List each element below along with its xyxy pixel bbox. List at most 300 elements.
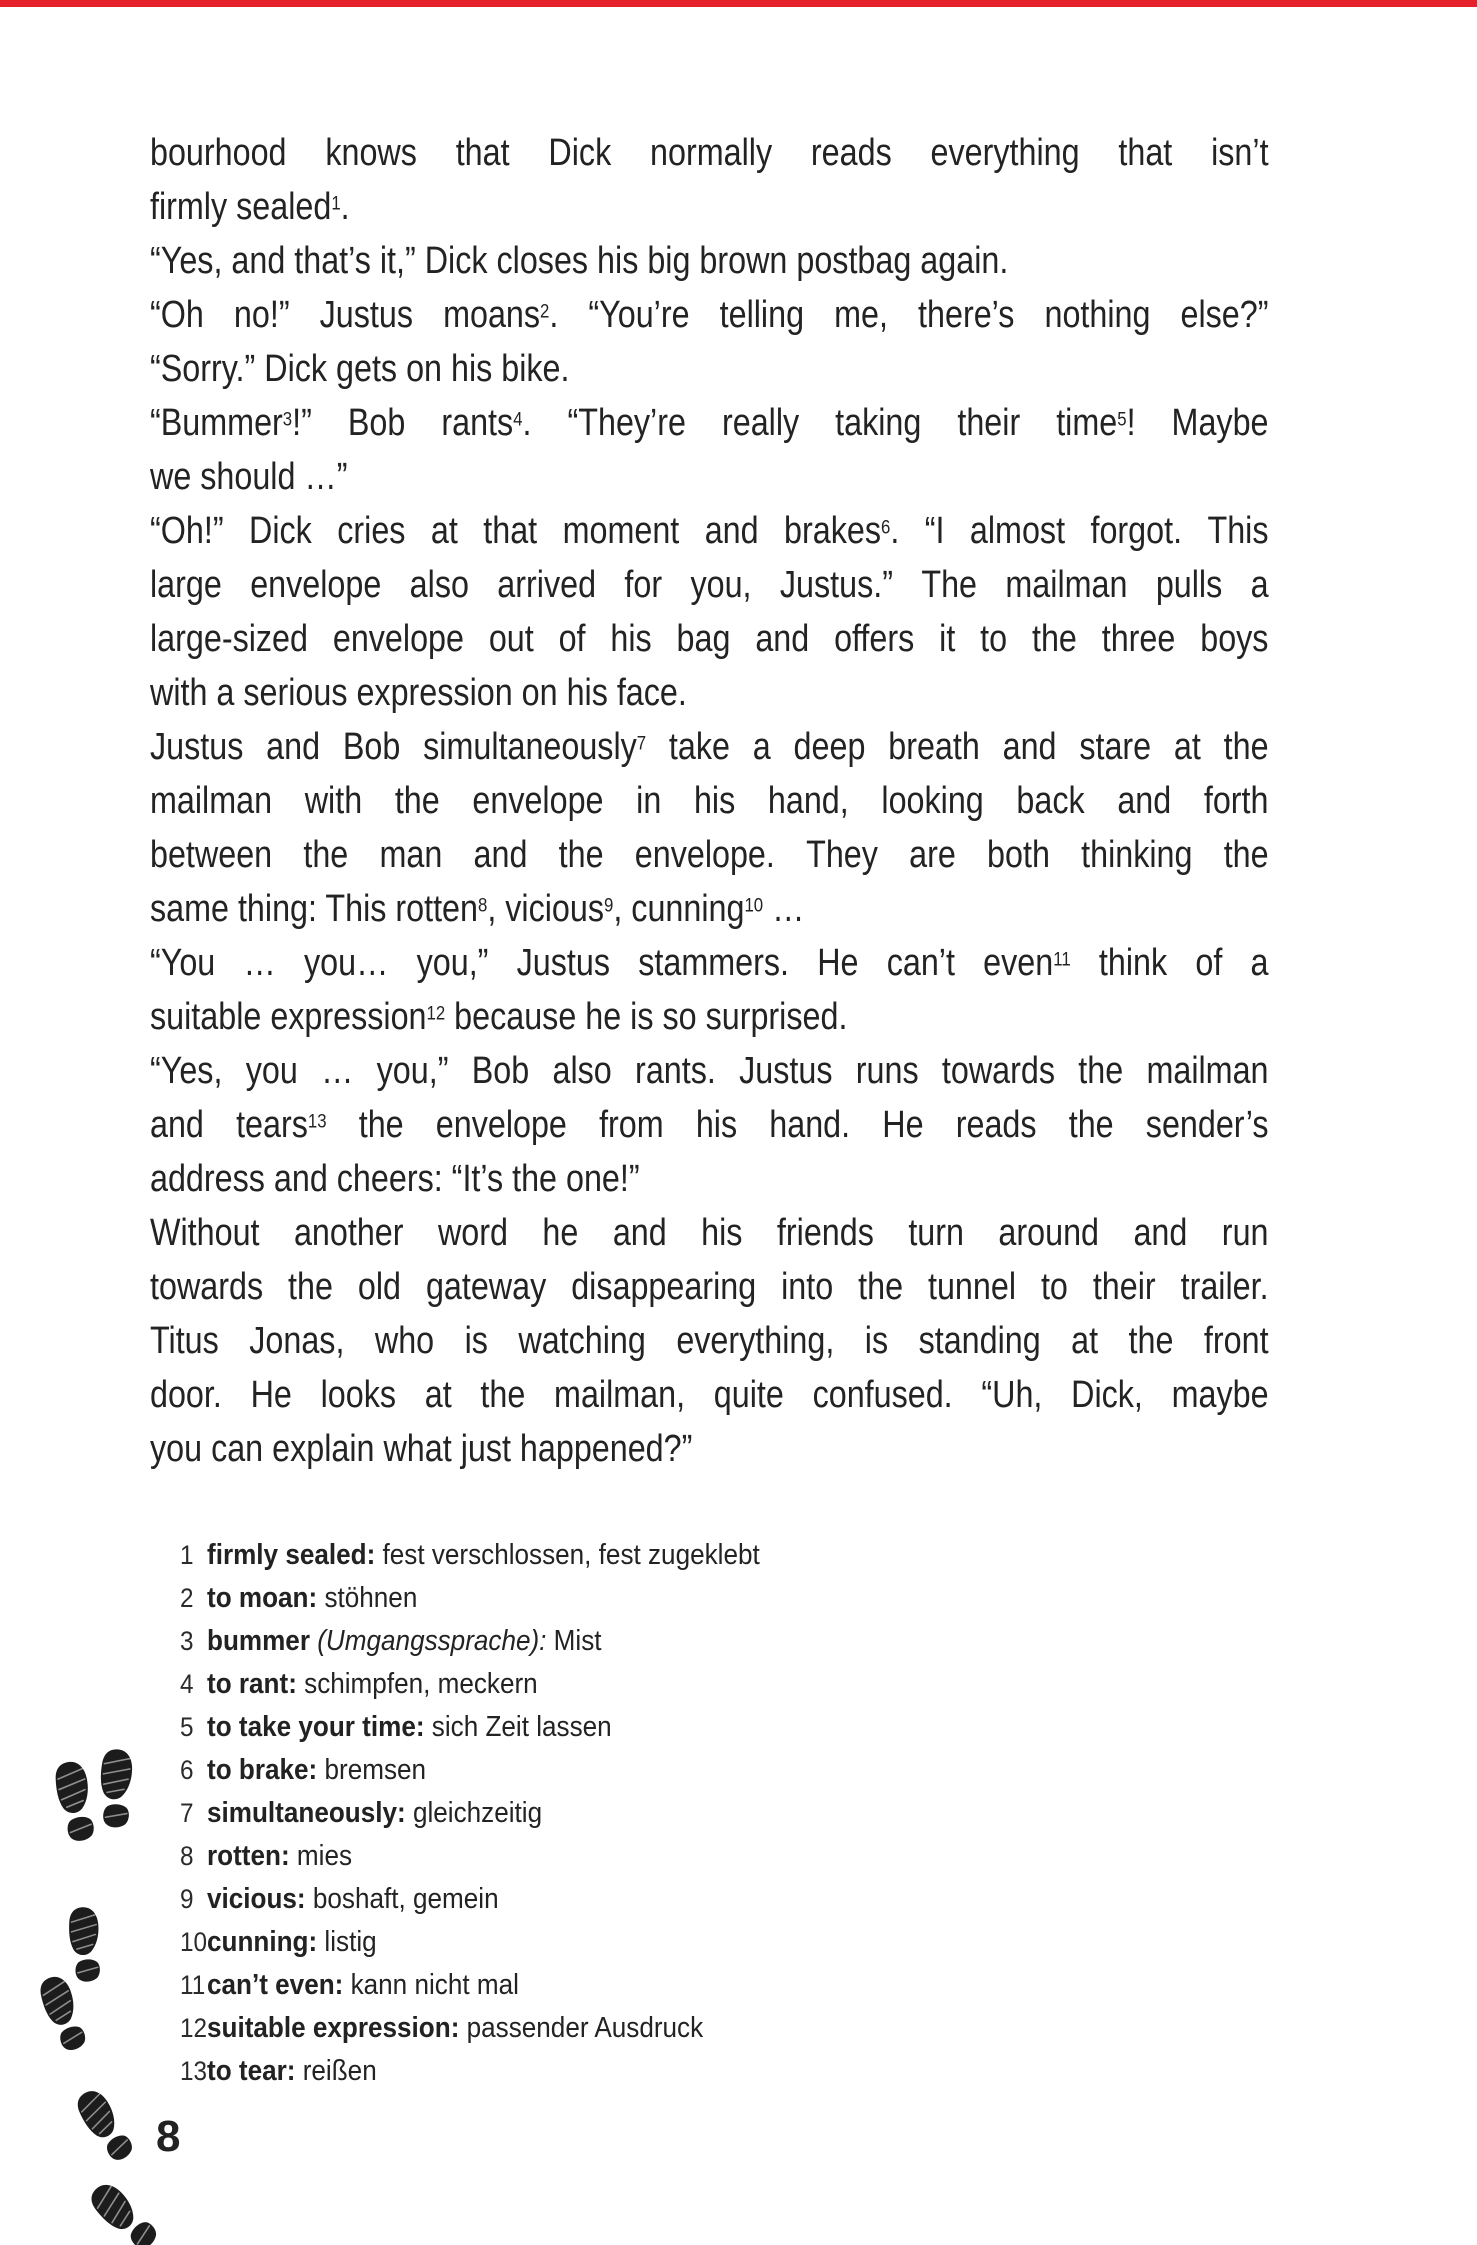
word: man	[379, 834, 443, 876]
word: …”	[304, 456, 348, 498]
word: who	[374, 1320, 435, 1362]
footnote-row	[180, 1577, 1260, 1620]
word: we	[150, 456, 192, 498]
footnote-number: 3	[180, 1626, 194, 1656]
word: you,”	[416, 942, 489, 984]
word: normally	[650, 132, 773, 174]
word: door.	[150, 1374, 222, 1416]
word: time$^5$!	[1056, 402, 1136, 444]
word: you	[150, 1428, 203, 1470]
body-line	[150, 1152, 1269, 1206]
word: disappearing	[571, 1266, 757, 1308]
word: This	[325, 888, 387, 930]
word: the	[1223, 834, 1269, 876]
word: knows	[325, 132, 417, 174]
word: that	[483, 510, 538, 552]
word: “Oh!”	[150, 510, 224, 552]
footnote-reference: 13	[307, 1110, 327, 1133]
word: their	[957, 402, 1021, 444]
word: “It’s	[451, 1158, 504, 1200]
body-line	[150, 342, 1269, 396]
footnote-definition: reißen	[302, 2055, 377, 2087]
word: looks	[320, 1374, 397, 1416]
story-text	[150, 126, 1269, 1476]
footnote-reference: 3	[282, 408, 293, 431]
word: cunning$^{10}$	[631, 888, 764, 930]
word: and	[231, 240, 286, 282]
word: expression$^{12}$	[270, 996, 446, 1038]
footprint-icon	[78, 2171, 170, 2245]
word: Justus	[319, 294, 414, 336]
body-line	[150, 774, 1269, 828]
word: mailman,	[554, 1374, 686, 1416]
word: the	[558, 834, 604, 876]
word: at	[430, 510, 458, 552]
word: Bob	[342, 726, 401, 768]
word: the	[358, 1104, 404, 1146]
footnote-reference: 6	[880, 516, 891, 539]
word: address	[150, 1158, 265, 1200]
word: hand.	[769, 1104, 851, 1146]
footnote-term: to moan:	[207, 1582, 318, 1614]
word: old	[357, 1266, 402, 1308]
word: mailman	[1005, 564, 1128, 606]
word: large	[150, 564, 222, 606]
word: everything	[930, 132, 1080, 174]
word: gets	[336, 348, 398, 390]
word: at	[424, 1374, 452, 1416]
word: his	[610, 618, 652, 660]
word: simultaneously$^7$	[423, 726, 647, 768]
word: the	[1031, 618, 1077, 660]
footnote-number: 9	[180, 1884, 194, 1914]
word: bourhood	[150, 132, 287, 174]
body-line	[150, 1314, 1269, 1368]
word: stare	[1079, 726, 1152, 768]
vocabulary-footnotes	[180, 1534, 1260, 2093]
body-line	[150, 234, 1269, 288]
word: closes	[496, 240, 589, 282]
word: bike.	[501, 348, 570, 390]
word: you	[245, 1050, 298, 1092]
word: around	[998, 1212, 1100, 1254]
word: boys	[1200, 618, 1269, 660]
word: “Yes,	[150, 240, 223, 282]
word: is	[630, 996, 654, 1038]
footnote-row	[180, 1792, 1260, 1835]
word: front	[1203, 1320, 1269, 1362]
footnote-number: 10	[180, 1927, 208, 1957]
footnote-definition: gleichzeitig	[412, 1797, 543, 1829]
footnote-term: firmly sealed:	[207, 1539, 376, 1571]
word: else?”	[1180, 294, 1269, 336]
page-number: 8	[156, 2112, 181, 2161]
word: Titus	[150, 1320, 219, 1362]
footnote-term: bummer	[207, 1625, 310, 1657]
body-line	[150, 936, 1269, 990]
footnote-term: vicious:	[207, 1883, 306, 1915]
body-line	[150, 396, 1269, 450]
footnote-reference: 2	[540, 300, 550, 323]
word: run	[1221, 1212, 1269, 1254]
word: isn’t	[1211, 132, 1269, 174]
word: vicious$^9$,	[505, 888, 623, 930]
word: happened?”	[519, 1428, 693, 1470]
body-line	[150, 1422, 1269, 1476]
footnote-definition: boshaft, gemein	[312, 1883, 499, 1915]
word: “You’re	[588, 294, 690, 336]
footnote-row	[180, 1835, 1260, 1878]
footnote-definition: bremsen	[324, 1754, 427, 1786]
word: sender’s	[1145, 1104, 1269, 1146]
word: the	[858, 1266, 904, 1308]
word: you…	[304, 942, 389, 984]
footnote-term: suitable expression:	[207, 2012, 460, 2044]
word: Justus	[739, 1050, 833, 1092]
footnote-reference: 1	[331, 192, 341, 215]
word: explain	[272, 1428, 375, 1470]
word: his	[693, 780, 736, 822]
word: it	[939, 618, 956, 660]
footnote-reference: 5	[1117, 408, 1127, 431]
footnote-reference: 11	[1053, 948, 1071, 971]
word: rants$^4$.	[441, 402, 532, 444]
word: really	[721, 402, 800, 444]
word: stammers.	[638, 942, 789, 984]
word: firmly	[150, 186, 228, 228]
word: back	[1016, 780, 1085, 822]
footnote-number: 12	[180, 2013, 208, 2043]
word: both	[987, 834, 1050, 876]
word: sealed$^1$.	[236, 186, 350, 228]
word: that’s	[294, 240, 371, 282]
word: his	[566, 672, 608, 714]
body-line	[150, 1044, 1269, 1098]
footprint-icon	[64, 2080, 145, 2172]
footnote-number: 4	[180, 1669, 194, 1699]
word: and	[266, 726, 321, 768]
word: Dick,	[1071, 1374, 1143, 1416]
word: the	[1128, 1320, 1174, 1362]
word: pulls	[1155, 564, 1223, 606]
word: between	[150, 834, 273, 876]
word: should	[200, 456, 296, 498]
word: think	[1098, 942, 1168, 984]
word: from	[599, 1104, 664, 1146]
word: He	[817, 942, 859, 984]
word: also	[409, 564, 469, 606]
word: “You	[150, 942, 216, 984]
word: again.	[920, 240, 1009, 282]
footnote-term: to brake:	[207, 1754, 318, 1786]
word: his	[597, 240, 639, 282]
word: you,”	[376, 1050, 449, 1092]
word: envelope.	[634, 834, 775, 876]
footnote-term: simultaneously:	[207, 1797, 406, 1829]
word: and	[1117, 780, 1172, 822]
body-line	[150, 1098, 1269, 1152]
word: The	[921, 564, 978, 606]
footnote-number: 5	[180, 1712, 194, 1742]
footnote-definition: fest verschlossen, fest zugeklebt	[382, 1539, 760, 1571]
footnote-number: 1	[180, 1540, 194, 1570]
word: the	[288, 1266, 333, 1308]
body-line	[150, 666, 1269, 720]
word: envelope	[332, 618, 464, 660]
word: runs	[855, 1050, 919, 1092]
word: and	[150, 1104, 204, 1146]
word: brakes$^6$.	[784, 510, 900, 552]
body-line	[150, 1206, 1269, 1260]
word: one!”	[565, 1158, 640, 1200]
word: This	[1207, 510, 1269, 552]
footnote-term: cunning:	[207, 1926, 318, 1958]
word: you,	[690, 564, 752, 606]
word: are	[909, 834, 956, 876]
word: no!”	[233, 294, 290, 336]
word: offers	[834, 618, 915, 660]
footnote-row	[180, 1921, 1260, 1964]
word: the	[1068, 1104, 1114, 1146]
body-line	[150, 126, 1269, 180]
word: their	[1092, 1266, 1156, 1308]
word: the	[394, 780, 440, 822]
word: taking	[835, 402, 922, 444]
word: …	[321, 1050, 354, 1092]
word: breath	[888, 726, 980, 768]
word: same	[150, 888, 229, 930]
word: tears$^{13}$	[236, 1104, 327, 1146]
footnote-term: can’t even:	[207, 1969, 344, 2001]
word: almost	[969, 510, 1066, 552]
word: quite	[713, 1374, 784, 1416]
word: Bob	[471, 1050, 530, 1092]
word: a	[1250, 564, 1269, 606]
footnote-definition: listig	[324, 1926, 377, 1958]
word: take	[668, 726, 730, 768]
footnote-definition: passender Ausdruck	[466, 2012, 704, 2044]
body-line	[150, 288, 1269, 342]
word: the	[303, 834, 349, 876]
word: mailman	[150, 780, 273, 822]
word: envelope	[472, 780, 604, 822]
word: and	[473, 834, 528, 876]
word: towards	[941, 1050, 1055, 1092]
word: and	[273, 1158, 328, 1200]
word: suitable	[150, 996, 262, 1038]
word: watching	[518, 1320, 646, 1362]
word: Jonas,	[249, 1320, 345, 1362]
word: forth	[1203, 780, 1269, 822]
word: serious	[243, 672, 348, 714]
word: the	[1078, 1050, 1124, 1092]
word: cries	[337, 510, 406, 552]
word: and	[1133, 1212, 1188, 1254]
word: expression	[356, 672, 513, 714]
word: there’s	[918, 294, 1015, 336]
word: turn	[908, 1212, 964, 1254]
word: on	[521, 672, 558, 714]
word: his	[701, 1212, 743, 1254]
word: a	[752, 726, 771, 768]
word: large-sized	[150, 618, 308, 660]
footnote-number: 7	[180, 1798, 194, 1828]
word: thinking	[1081, 834, 1193, 876]
word: moment	[562, 510, 680, 552]
word: Without	[150, 1212, 260, 1254]
word: surprised.	[705, 996, 848, 1038]
footnote-row	[180, 2007, 1260, 2050]
word: Dick	[264, 348, 328, 390]
word: reads	[810, 132, 892, 174]
word: telling	[719, 294, 805, 336]
word: because	[454, 996, 577, 1038]
word: He	[250, 1374, 292, 1416]
word: can’t	[886, 942, 955, 984]
word: of	[558, 618, 586, 660]
body-line	[150, 504, 1269, 558]
body-line	[150, 180, 1269, 234]
body-line	[150, 882, 1269, 936]
word: reads	[955, 1104, 1037, 1146]
footnote-number: 8	[180, 1841, 194, 1871]
word: is	[864, 1320, 889, 1362]
word: to	[1040, 1266, 1068, 1308]
word: also	[552, 1050, 612, 1092]
word: envelope	[250, 564, 382, 606]
footnote-term: to rant:	[207, 1668, 297, 1700]
word: cheers:	[336, 1158, 443, 1200]
footnote-definition: Mist	[553, 1625, 602, 1657]
word: for	[624, 564, 663, 606]
body-line	[150, 1368, 1269, 1422]
word: hand,	[767, 780, 849, 822]
word: a	[216, 672, 235, 714]
word: in	[636, 780, 662, 822]
word: “They’re	[567, 402, 686, 444]
footnote-row	[180, 1749, 1260, 1792]
word: a	[1250, 942, 1269, 984]
word: “I	[924, 510, 945, 552]
word: on	[406, 348, 443, 390]
body-line	[150, 612, 1269, 666]
word: that	[455, 132, 510, 174]
word: me,	[834, 294, 888, 336]
word: that	[1118, 132, 1173, 174]
body-line	[150, 558, 1269, 612]
word: everything,	[676, 1320, 835, 1362]
body-line	[150, 720, 1269, 774]
footnote-row	[180, 1534, 1260, 1577]
word: and	[612, 1212, 667, 1254]
footnote-reference: 4	[513, 408, 523, 431]
word: he	[542, 1212, 579, 1254]
footnote-row	[180, 2050, 1260, 2093]
body-line	[150, 828, 1269, 882]
word: friends	[776, 1212, 874, 1254]
word: another	[293, 1212, 404, 1254]
footnote-definition: stöhnen	[324, 1582, 418, 1614]
word: can	[211, 1428, 264, 1470]
footnote-definition: schimpfen, meckern	[304, 1668, 538, 1700]
word: tunnel	[927, 1266, 1017, 1308]
word: Dick	[249, 510, 312, 552]
footnote-row	[180, 1964, 1260, 2007]
word: standing	[918, 1320, 1041, 1362]
word: with	[304, 780, 363, 822]
word: forgot.	[1090, 510, 1183, 552]
word: and	[704, 510, 759, 552]
word: “Uh,	[981, 1374, 1043, 1416]
word: arrived	[497, 564, 597, 606]
word: moans$^2$.	[443, 294, 559, 336]
footnote-definition: kann nicht mal	[350, 1969, 519, 2001]
word: “Yes,	[150, 1050, 223, 1092]
footnote-row	[180, 1620, 1260, 1663]
word: brown	[699, 240, 788, 282]
word: …	[772, 888, 805, 930]
footnote-usage-note: (Umgangssprache):	[317, 1625, 547, 1657]
word: towards	[150, 1266, 264, 1308]
word: gateway	[425, 1266, 547, 1308]
word: with	[150, 672, 208, 714]
word: it,”	[379, 240, 416, 282]
word: Dick	[424, 240, 488, 282]
word: out	[488, 618, 534, 660]
word: rants.	[635, 1050, 716, 1092]
word: …	[243, 942, 276, 984]
word: bag	[676, 618, 731, 660]
body-line	[150, 1260, 1269, 1314]
footnote-row	[180, 1878, 1260, 1921]
word: nothing	[1044, 294, 1151, 336]
word: he	[585, 996, 622, 1038]
word: thing:	[237, 888, 317, 930]
word: big	[647, 240, 691, 282]
word: “Sorry.”	[150, 348, 256, 390]
footnote-reference: 10	[744, 894, 764, 917]
word: Maybe	[1171, 402, 1269, 444]
word: “Oh	[150, 294, 204, 336]
word: is	[464, 1320, 488, 1362]
word: maybe	[1171, 1374, 1269, 1416]
word: even$^{11}$	[983, 942, 1071, 984]
footprint-icon	[93, 1745, 140, 1832]
word: three	[1101, 618, 1176, 660]
word: Dick	[548, 132, 612, 174]
word: envelope	[435, 1104, 567, 1146]
word: so	[662, 996, 697, 1038]
word: the	[480, 1374, 526, 1416]
word: his	[450, 348, 493, 390]
word: Bob	[347, 402, 406, 444]
footnote-reference: 8	[477, 894, 488, 917]
top-red-bar	[0, 0, 1477, 7]
word: what	[383, 1428, 452, 1470]
footnote-reference: 9	[604, 894, 614, 917]
footnote-term: rotten:	[207, 1840, 290, 1872]
word: and	[1002, 726, 1057, 768]
footnote-reference: 7	[636, 732, 647, 755]
footnote-definition: sich Zeit lassen	[431, 1711, 612, 1743]
word: and	[755, 618, 810, 660]
word: rotten$^8$,	[395, 888, 497, 930]
footnote-number: 2	[180, 1583, 194, 1613]
footnote-row	[180, 1663, 1260, 1706]
word: Justus.”	[779, 564, 893, 606]
word: “Bummer$^3$!”	[150, 402, 312, 444]
word: the	[1223, 726, 1269, 768]
